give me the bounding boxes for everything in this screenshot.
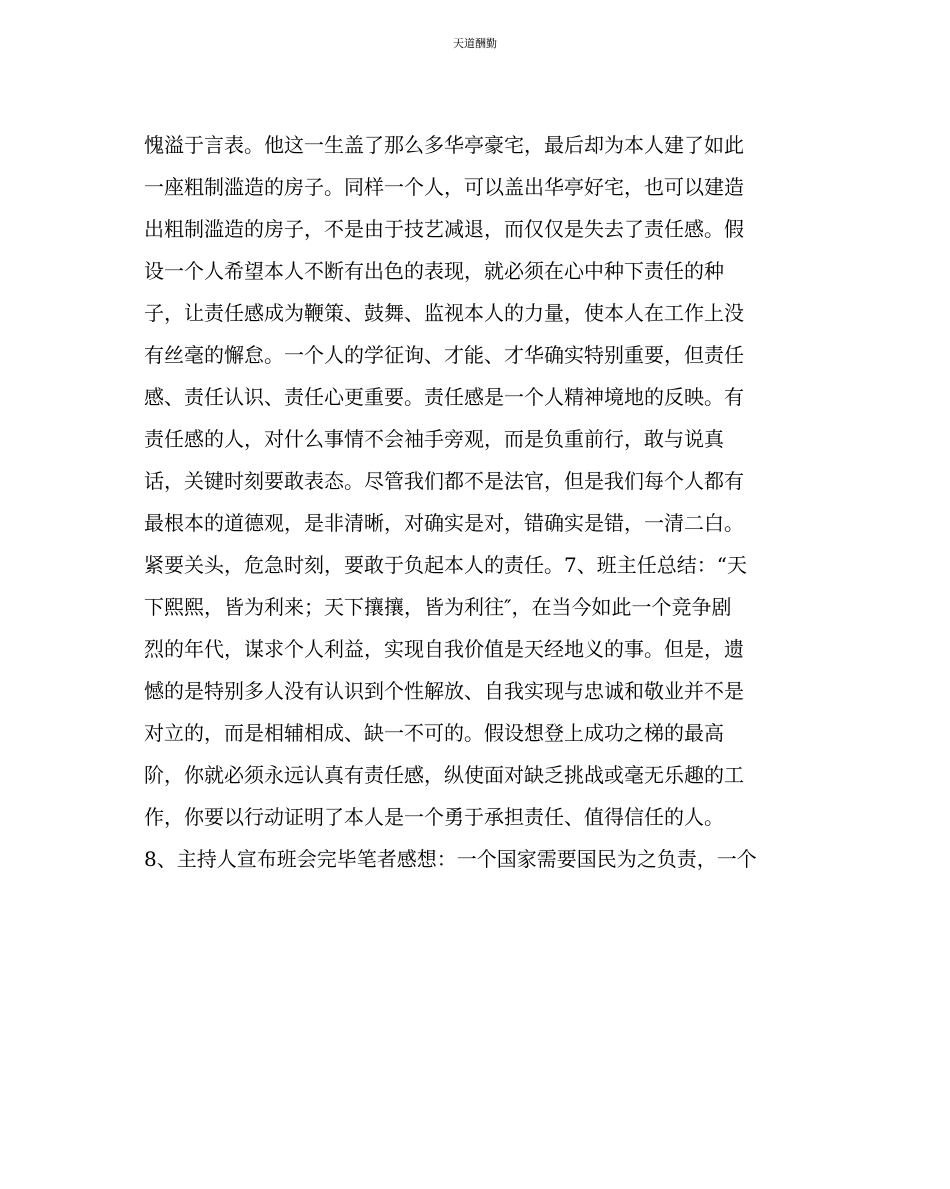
page-header: 天道酬勤 (453, 37, 497, 50)
text-line: 话，关键时刻要敢表态。尽管我们都不是法官，但是我们每个人都有 (144, 469, 744, 493)
text-line: 烈的年代，谋求个人利益，实现自我价值是天经地义的事。但是，遗 (144, 637, 744, 661)
text-line: 下熙熙，皆为利来；天下攘攘，皆为利往″，在当今如此一个竞争剧 (144, 595, 732, 619)
text-line: 阶，你就必须永远认真有责任感，纵使面对缺乏挑战或毫无乐趣的工 (144, 763, 744, 787)
text-line: 愧溢于言表。他这一生盖了那么多华亭豪宅，最后却为本人建了如此 (144, 133, 744, 157)
text-line: 责任感的人，对什么事情不会袖手旁观，而是负重前行，敢与说真 (144, 427, 724, 451)
text-line: 感、责任认识、责任心更重要。责任感是一个人精神境地的反映。有 (144, 385, 744, 409)
text-line: 紧要关头，危急时刻，要敢于负起本人的责任。7、班主任总结：“天 (144, 553, 747, 577)
text-line: 憾的是特别多人没有认识到个性解放、自我实现与忠诚和敬业并不是 (144, 679, 744, 703)
document-body (144, 124, 824, 880)
text-line: 子，让责任感成为鞭策、鼓舞、监视本人的力量，使本人在工作上没 (144, 301, 744, 325)
text-line: 有丝毫的懈怠。一个人的学征询、才能、才华确实特别重要，但责任 (144, 343, 744, 367)
text-line: 最根本的道德观，是非清晰，对确实是对，错确实是错，一清二白。 (144, 511, 744, 535)
text-line: 8、主持人宣布班会完毕笔者感想：一个国家需要国民为之负责，一个 (144, 847, 757, 871)
text-line: 设一个人希望本人不断有出色的表现，就必须在心中种下责任的种 (144, 259, 724, 283)
text-line: 作，你要以行动证明了本人是一个勇于承担责任、值得信任的人。 (144, 805, 724, 829)
text-line: 一座粗制滥造的房子。同样一个人，可以盖出华亭好宅，也可以建造 (144, 175, 744, 199)
text-line: 对立的，而是相辅相成、缺一不可的。假设想登上成功之梯的最高 (144, 721, 724, 745)
text-line: 出粗制滥造的房子，不是由于技艺减退，而仅仅是失去了责任感。假 (144, 217, 744, 241)
